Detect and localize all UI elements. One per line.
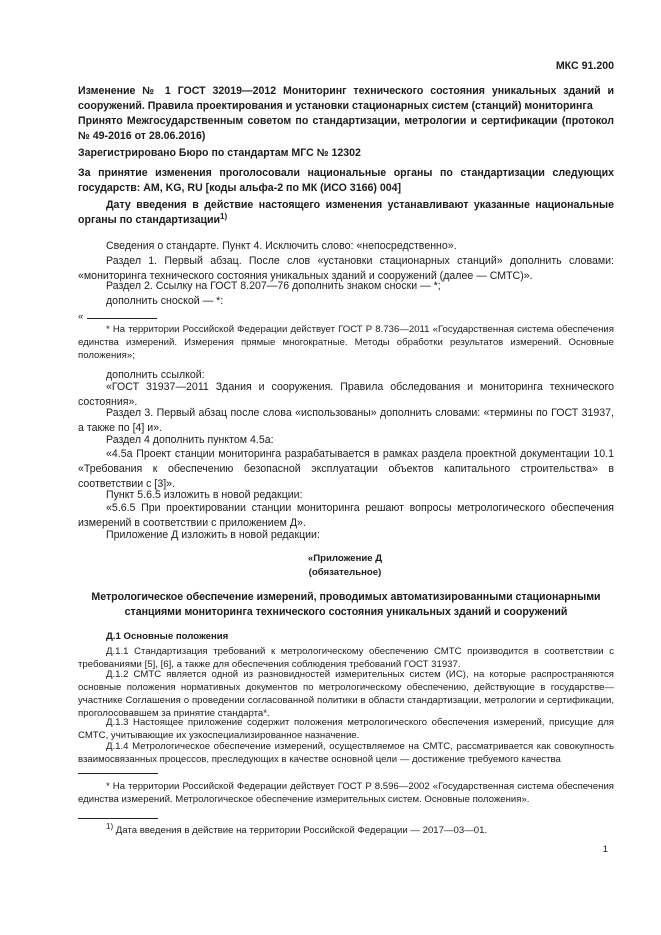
page-footnote-separator: [78, 818, 158, 819]
footnote-separator: [87, 318, 157, 319]
appendix-footnote-separator: [78, 773, 158, 774]
amendment-title: Изменение № 1 ГОСТ 32019—2012 Мониторинг технического состояния уникальных зданий и сооружений. Правила проектирования и установки стационарных систем (станций) мониторинга: [78, 85, 614, 112]
effective-date-text: Дату введения в действие настоящего изменения устанавливают указанные национальные органы по стандартизации: [78, 199, 614, 226]
clause-d-1-2: Д.1.2 СМТС является одной из разновидностей измерительных систем (ИС), на которые распространяются основные положения нормативных документов по метрологическому обеспечению, действующие в государстве—участнике Соглашения о проведении согласованной политики в области стандартизации, метрологии и сертификации, проголосовавшем за принятие стандарта*.: [78, 669, 614, 719]
para-gost-31937: «ГОСТ 31937—2011 Здания и сооружения. Правила обследования и мониторинга технического состояния».: [78, 381, 614, 408]
para-clause-4-5a: «4.5а Проект станции мониторинга разрабатывается в рамках раздела проектной документации 10.1 «Требования к обеспечению безопасной эксплуатации объектов капитального строительства» в соответствии с [3]».: [78, 448, 614, 490]
clause-d-1-1: Д.1.1 Стандартизация требований к метрологическому обеспечению СМТС производится в соответствии с требованиями [5], [6], а также для обеспечения соблюдения требований ГОСТ 31937.: [78, 646, 614, 670]
appendix-label: «Приложение Д: [307, 553, 383, 564]
para-add-footnote: дополнить сноской — *:: [106, 295, 224, 307]
adoption-info: Принято Межгосударственным советом по стандартизации, метрологии и сертификации (протокол № 49-2016 от 28.06.2016): [78, 115, 614, 142]
footnote-1-ref: 1): [220, 212, 228, 221]
footnote-1-mark: 1): [106, 822, 114, 831]
para-add-reference: дополнить ссылкой:: [106, 369, 205, 381]
clause-d-1-3: Д.1.3 Настоящее приложение содержит положения метрологического обеспечения измерений, присущие для СМТС, учитывающие их узкоспециализированное назначение.: [78, 717, 614, 741]
page-number: 1: [602, 844, 608, 855]
para-clause-5-6-5-intro: Пункт 5.6.5 изложить в новой редакции:: [106, 489, 303, 501]
quote-open-mark: «: [78, 311, 84, 322]
para-appendix-intro: Приложение Д изложить в новой редакции:: [106, 529, 320, 541]
footnote-1-text: Дата введения в действие на территории Российской Федерации — 2017—03—01.: [115, 825, 488, 836]
para-section-1: Раздел 1. Первый абзац. После слов «установки стационарных станций» дополнить словами: «мониторинга технического состояния уникальных зданий и сооружений (далее — СМТС)».: [78, 255, 614, 282]
footnote-gost-8-596: * На территории Российской Федерации действует ГОСТ Р 8.596—2002 «Государственная система обеспечения единства измерений. Метрологическое обеспечение измерительных систем. Основные положения».: [78, 781, 614, 805]
appendix-status: (обязательное): [308, 567, 382, 578]
effective-date-note: [78, 198, 614, 228]
para-section-2: Раздел 2. Cсылку на ГОСТ 8.207—76 дополнить знаком сноски — *;: [106, 280, 441, 292]
appendix-section-heading: Д.1 Основные положения: [106, 631, 229, 642]
registration-info: Зарегистрировано Бюро по стандартам МГС № 12302: [78, 147, 361, 159]
para-clause-5-6-5: «5.6.5 При проектировании станции мониторинга решают вопросы метрологического обеспечения измерений в соответствии с приложением Д».: [78, 502, 614, 529]
footnote-gost-8-736: * На территории Российской Федерации действует ГОСТ Р 8.736—2011 «Государственная система обеспечения единства измерений. Измерения прямые многократные. Методы обработки результатов измерений. Основные положения»;: [78, 324, 614, 361]
classification-code: МКС 91.200: [555, 60, 614, 72]
clause-d-1-4: Д.1.4 Метрологическое обеспечение измерений, осуществляемое на СМТС, рассматривается как совокупность взаимосвязанных процессов, преследующих в качестве основной цели — достижение требуемого качества: [78, 741, 614, 765]
voting-info: За принятие изменения проголосовали национальные органы по стандартизации следующих государств: AM, KG, RU [коды альфа-2 по МК (ИСО 3166) 004]: [78, 167, 614, 194]
appendix-title: Метрологическое обеспечение измерений, проводимых автоматизированными стационарными станциями мониторинга технического состояния уникальных зданий и сооружений: [91, 591, 601, 618]
para-section-4: Раздел 4 дополнить пунктом 4.5а:: [106, 434, 274, 446]
para-standard-info: Сведения о стандарте. Пункт 4. Исключить слово: «непосредственно».: [106, 240, 457, 252]
para-section-3: Раздел 3. Первый абзац после слова «использованы» дополнить словами: «термины по ГОСТ 31937, а также по [4] и».: [78, 407, 614, 434]
footnote-1: [106, 824, 614, 837]
